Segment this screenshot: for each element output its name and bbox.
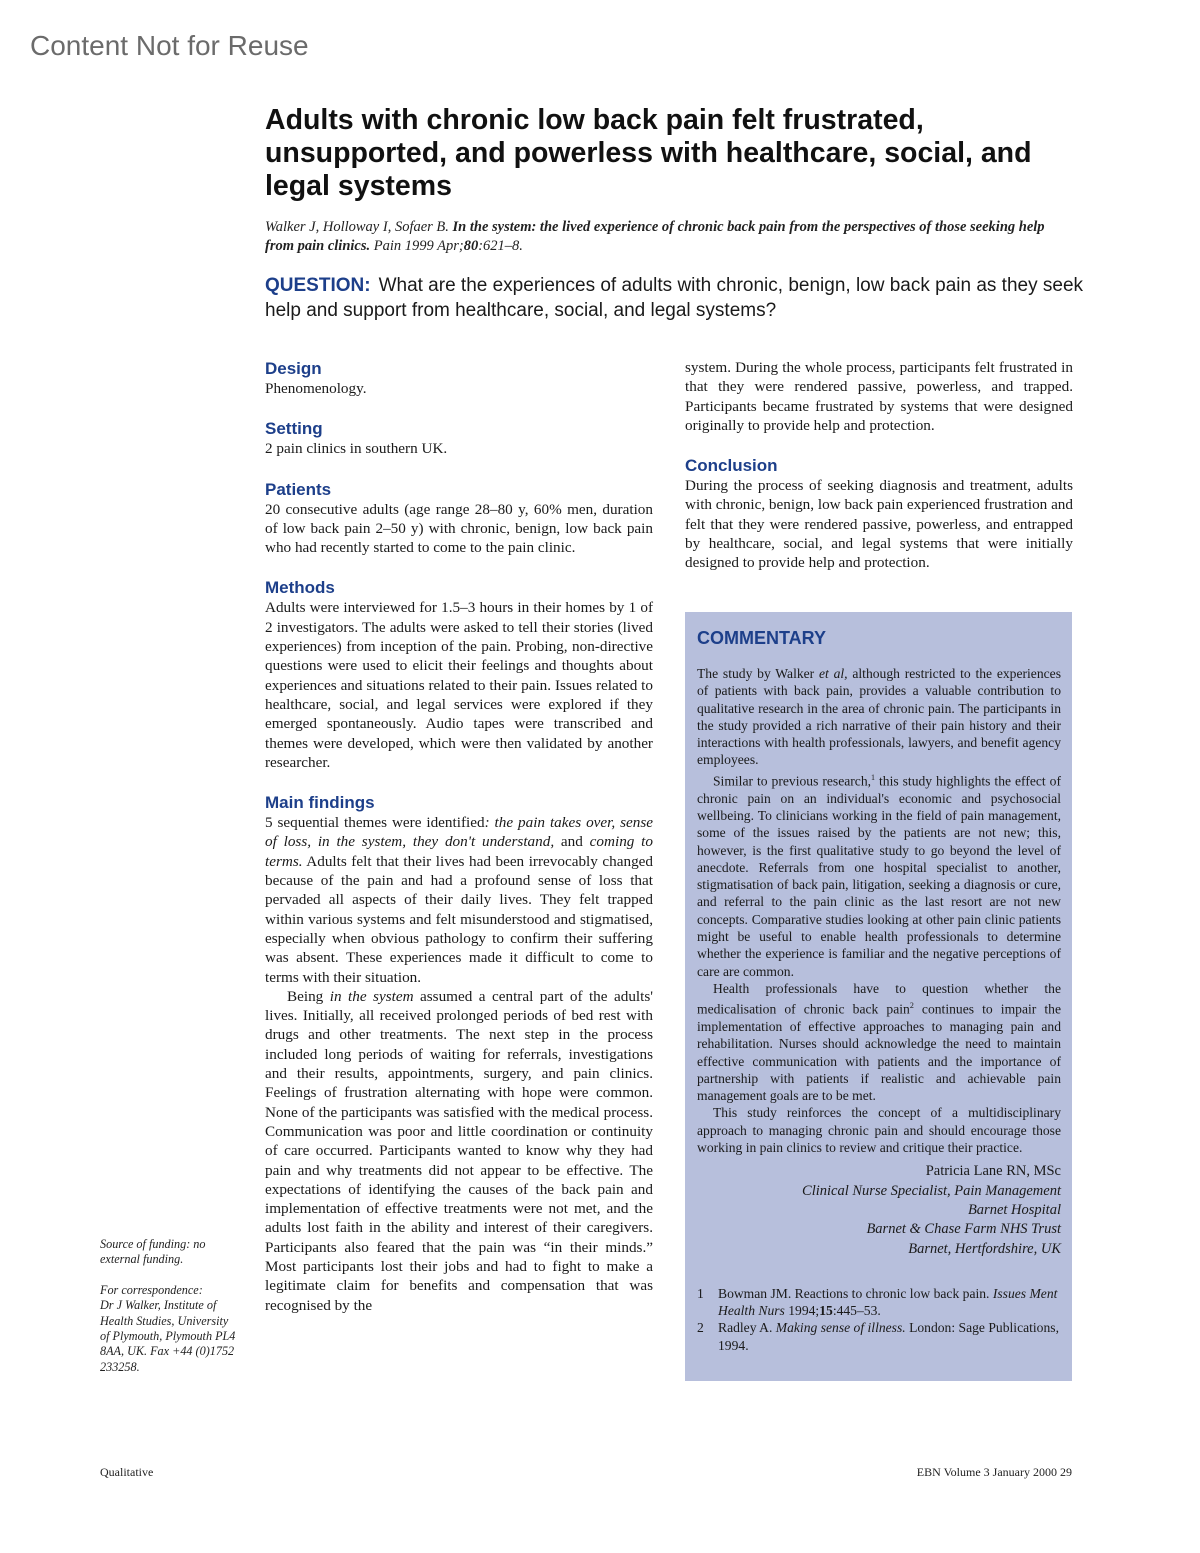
question-text: What are the experiences of adults with chronic, benign, low back pain as they seek help and support from healthcare, social, and legal systems?	[265, 275, 1084, 321]
left-column	[265, 358, 653, 1315]
question	[265, 274, 1085, 323]
citation-journal: Pain 1999 Apr;	[373, 238, 464, 254]
references	[697, 1285, 1061, 1354]
citation-volume: 80	[463, 238, 479, 254]
commentary-signature	[697, 1162, 1061, 1258]
sidenote	[100, 1237, 240, 1375]
commentary-paragraph-4: This study reinforces the concept of a multidisciplinary approach to managing chronic pain and should encourage those working in pain clinics to review and critique their practice.	[697, 1105, 1061, 1156]
citation-pages: :621–8.	[478, 238, 523, 254]
signature-hospital: Barnet Hospital	[967, 1201, 1061, 1218]
patients-heading: Patients	[265, 479, 332, 499]
setting-heading: Setting	[265, 419, 323, 439]
patients-text: 20 consecutive adults (age range 28–80 y, 60% men, duration of low back pain 2–50 y) with chronic, benign, low back pain who had recently started to come to the pain clinic.	[265, 500, 653, 557]
correspondence-text: Dr J Walker, Institute of Health Studies, University of Plymouth, Plymouth PL4 8AA, UK. Fax +44 (0)1752 233258.	[100, 1298, 236, 1374]
question-label: QUESTION:	[265, 275, 371, 296]
signature-location: Barnet, Hertfordshire, UK	[908, 1240, 1061, 1257]
conclusion-text: During the process of seeking diagnosis and treatment, adults with chronic, benign, low back pain experienced frustration and felt that they were rendered passive, powerless, and entrapped by healthcare, social, and legal systems that were initially designed to provide help and protection.	[685, 477, 1073, 572]
main-findings-continuation: system. During the whole process, participants felt frustrated in that they were rendered passive, powerless, and trapped. Participants became frustrated by systems that were designed originally to provide help and protection.	[685, 359, 1073, 434]
footer-section-label: Qualitative	[100, 1465, 154, 1479]
citation-authors: Walker J, Holloway I, Sofaer B.	[265, 219, 449, 235]
commentary-heading: COMMENTARY	[697, 628, 826, 648]
funding-note: Source of funding: no external funding.	[100, 1237, 206, 1267]
design-text: Phenomenology.	[265, 380, 367, 397]
main-findings-paragraph-2: Being in the system assumed a central part of the adults' lives. Initially, all received prolonged periods of bed rest with drugs and other treatments. The next step in the process included long periods of waiting for referrals, investigations and their results, appointments, surgery, and pain clinics. Feelings of frustration alternating with hope were common. None of the participants was satisfied with the medical process. Communication was poor and little coordination or continuity of care occurred. Participants wanted to know why they had pain and why treatments did not appear to be effective. The expectations of identifying the causes of the back pain and implementation of effective treatments were not met, and the adults lost faith in the ability and interest of their caregivers. Participants also feared that the pain was “in their minds.” Most participants lost their jobs and had to fight to make a legitimate claim for benefits and compensation that was recognised by the	[265, 987, 653, 1314]
signature-name: Patricia Lane RN, MSc	[925, 1163, 1061, 1180]
main-findings-heading: Main findings	[265, 793, 375, 813]
commentary-paragraph-2: Similar to previous research,$^1$ this study highlights the effect of chronic pain on an individual's economic and psychosocial wellbeing. To clinicians working in the field of pain management, some of the issues raised by the patients are not new; this, however, is the first qualitative study to go beyond the level of anecdote. Referrals from one hospital specialist to another, stigmatisation of back pain, litigation, seeking a diagnosis or cure, and referral to the pain clinic as the last resort are not new concepts. Comparative studies looking at other pain clinic patients might be useful to enable health professionals to determine whether the experience is familiar and the negative perceptions of care are common.	[697, 772, 1061, 979]
conclusion-heading: Conclusion	[685, 456, 778, 476]
commentary-paragraph-3: Health professionals have to question whether the medicalisation of chronic back pain$^2$ continues to impair the implementation of effective approaches to managing pain and rehabilitation. Nurses should acknowledge the need to maintain effective communication with patients and the importance of partnership with patients if realistic and achievable pain management goals are to be met.	[697, 980, 1061, 1104]
citation-article-title: In the system: the lived experience of chronic back pain from the perspectives of those seeking help from pain clinics.	[265, 219, 1045, 254]
setting-text: 2 pain clinics in southern UK.	[265, 440, 448, 458]
footer-journal-info: EBN Volume 3 January 2000 29	[916, 1465, 1072, 1479]
signature-role: Clinical Nurse Specialist, Pain Management	[802, 1182, 1061, 1199]
methods-text: Adults were interviewed for 1.5–3 hours in their homes by 1 of 2 investigators. The adults were asked to tell their stories (lived experiences) from inception of the pain. Probing, non-directive questions were used to elicit their feelings and thoughts about experiences and situations related to their pain. Issues related to healthcare, social, and legal services were explored if they emerged spontaneously. Audio tapes were transcribed and themes were developed, which were then validated by another researcher.	[265, 599, 653, 771]
article-title: Adults with chronic low back pain felt frustrated, unsupported, and powerless with healthcare, social, and legal systems	[265, 104, 1032, 202]
citation	[265, 218, 1065, 256]
design-heading: Design	[265, 359, 322, 378]
correspondence-label: For correspondence:	[100, 1282, 203, 1297]
right-column	[685, 358, 1073, 573]
watermark: Content Not for Reuse	[30, 30, 309, 61]
reference-1: 1 Bowman JM. Reactions to chronic low back pain. Issues Ment Health Nurs 1994;15:445–53.	[697, 1285, 1058, 1319]
reference-2: 2 Radley A. Making sense of illness. London: Sage Publications, 1994.	[697, 1320, 1059, 1353]
main-findings-paragraph-1: 5 sequential themes were identified: the pain takes over, sense of loss, in the system, they don't understand, and coming to terms. Adults felt that their lives had been irrevocably changed because of the pain and had a profound sense of loss that pervaded all aspects of their daily lives. They felt trapped within various systems and felt misunderstood and stigmatised, especially when obvious pathology to confirm their suffering was absent. These experiences made it difficult to come to terms with their situation.	[265, 814, 653, 986]
commentary-box	[685, 612, 1072, 1381]
methods-heading: Methods	[265, 578, 335, 598]
commentary-paragraph-1: The study by Walker et al, although restricted to the experiences of patients with back pain, provides a valuable contribution to qualitative research in the area of chronic pain. The participants in the study provided a rich narrative of their pain history and their interactions with health professionals, lawyers, and benefit agency employees.	[697, 666, 1061, 768]
signature-trust: Barnet & Chase Farm NHS Trust	[866, 1221, 1061, 1238]
